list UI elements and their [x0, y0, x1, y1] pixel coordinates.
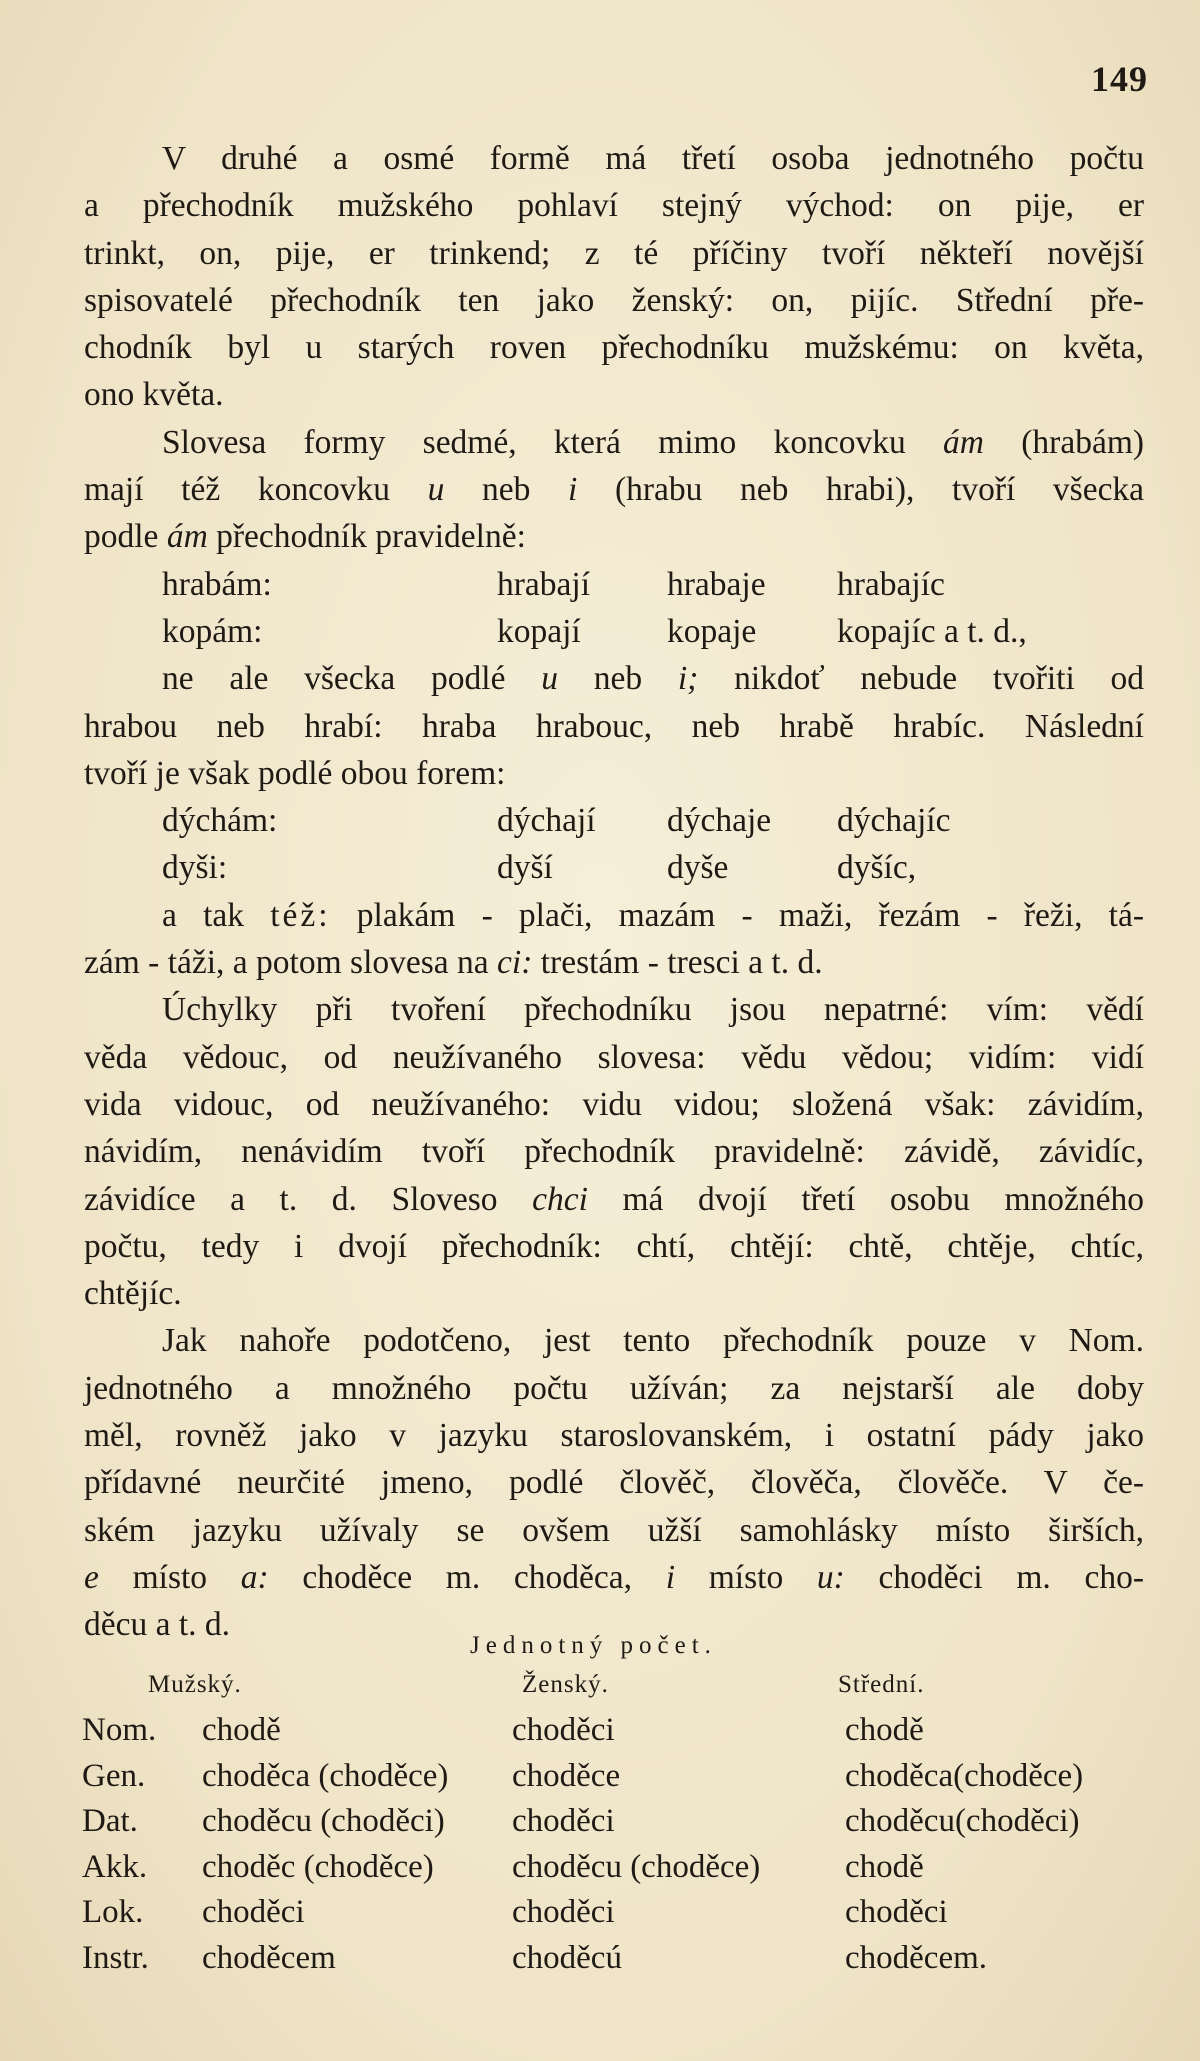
gender-label-neuter: Střední.	[838, 1671, 925, 1698]
text-line: ském jazyku užívaly se ovšem užší samohlásky místo širších,	[84, 1511, 1144, 1549]
text-line: měl, rovněž jako v jazyku staroslovanském, i ostatní pády jako	[84, 1417, 1144, 1455]
text-line: ne ale všecka podlé u neb i; nikdoť nebude tvořiti od	[162, 660, 1145, 698]
text-line: vida vidouc, od neužívaného: vidu vidou; složená však: závidím,	[84, 1085, 1144, 1123]
conjugation-row: kopám: kopají kopaje kopajíc a t. d.,	[162, 612, 1027, 650]
text-line: přídavné neurčité jmeno, podlé člověč, člověča, člověče. V če-	[84, 1464, 1144, 1502]
gender-label-masculine: Mužský.	[148, 1671, 242, 1698]
text-line: počtu, tedy i dvojí přechodník: chtí, chtějí: chtě, chtěje, chtíc,	[84, 1227, 1144, 1265]
text-line: spisovatelé přechodník ten jako ženský: on, pijíc. Střední pře-	[84, 281, 1144, 319]
text-line: chodník byl u starých roven přechodníku mužskému: on květa,	[84, 329, 1144, 367]
body-text	[84, 135, 1144, 1649]
text-line: podle ám přechodník pravidelně:	[84, 518, 526, 556]
table-row: Gen. choděca (choděce) choděce choděca(choděce)	[82, 1757, 1084, 1794]
text-line: trinkt, on, pije, er trinkend; z té příčiny tvoří někteří novější	[84, 234, 1144, 272]
declension-table	[82, 1708, 1172, 1981]
table-heading: Jednotný počet.	[470, 1632, 717, 1659]
text-line: Jak nahoře podotčeno, jest tento přechodník pouze v Nom.	[162, 1322, 1144, 1360]
text-line: a tak též: plakám - plači, mazám - maži, řezám - řeži, tá-	[162, 896, 1145, 934]
text-line: e místo a: choděce m. choděca, i místo u: choděci m. cho-	[84, 1558, 1145, 1596]
text-line: V druhé a osmé formě má třetí osoba jednotného počtu	[162, 140, 1144, 177]
text-line: mají též koncovku u neb i (hrabu neb hrabi), tvoří všecka	[84, 471, 1145, 509]
text-line: chtějíc.	[84, 1275, 182, 1313]
table-row: Lok. choděci choděci choděci	[82, 1894, 948, 1930]
text-line: děcu a t. d.	[84, 1606, 231, 1644]
text-line: hrabou neb hrabí: hraba hrabouc, neb hrabě hrabíc. Následní	[84, 707, 1144, 745]
text-line: závidíce a t. d. Sloveso chci má dvojí třetí osobu množného	[84, 1180, 1145, 1218]
text-line: a přechodník mužského pohlaví stejný východ: on pije, er	[84, 187, 1144, 225]
text-line: věda vědouc, od neužívaného slovesa: vědu vědou; vidím: vidí	[84, 1038, 1144, 1076]
page-number: 149	[1091, 59, 1148, 99]
conjugation-row: dýchám: dýchají dýchaje dýchajíc	[162, 802, 951, 840]
text-line: Slovesa formy sedmé, která mimo koncovku ám (hrabám)	[162, 423, 1145, 461]
table-row: Akk. choděc (choděce) choděcu (choděce) chodě	[82, 1848, 924, 1885]
text-line: jednotného a množného počtu užíván; za nejstarší ale doby	[84, 1369, 1144, 1407]
conjugation-row: hrabám: hrabají hrabaje hrabajíc	[162, 565, 945, 603]
text-line: zám - táži, a potom slovesa na ci: trestám - tresci a t. d.	[84, 944, 823, 982]
table-row: Dat. choděcu (choděci) choděci choděcu(choděci)	[82, 1803, 1080, 1839]
text-line: Úchylky při tvoření přechodníku jsou nepatrné: vím: vědí	[162, 991, 1144, 1029]
table-row: Nom. chodě choděci chodě	[82, 1712, 924, 1748]
conjugation-row: dyši: dyší dyše dyšíc,	[162, 849, 917, 887]
gender-label-feminine: Ženský.	[522, 1671, 609, 1698]
text-line: návidím, nenávidím tvoří přechodník pravidelně: závidě, závidíc,	[84, 1133, 1144, 1171]
table-row: Instr. choděcem choděcú choděcem.	[82, 1939, 988, 1976]
text-line: tvoří je však podlé obou forem:	[84, 754, 506, 792]
text-line: ono květa.	[84, 376, 224, 414]
